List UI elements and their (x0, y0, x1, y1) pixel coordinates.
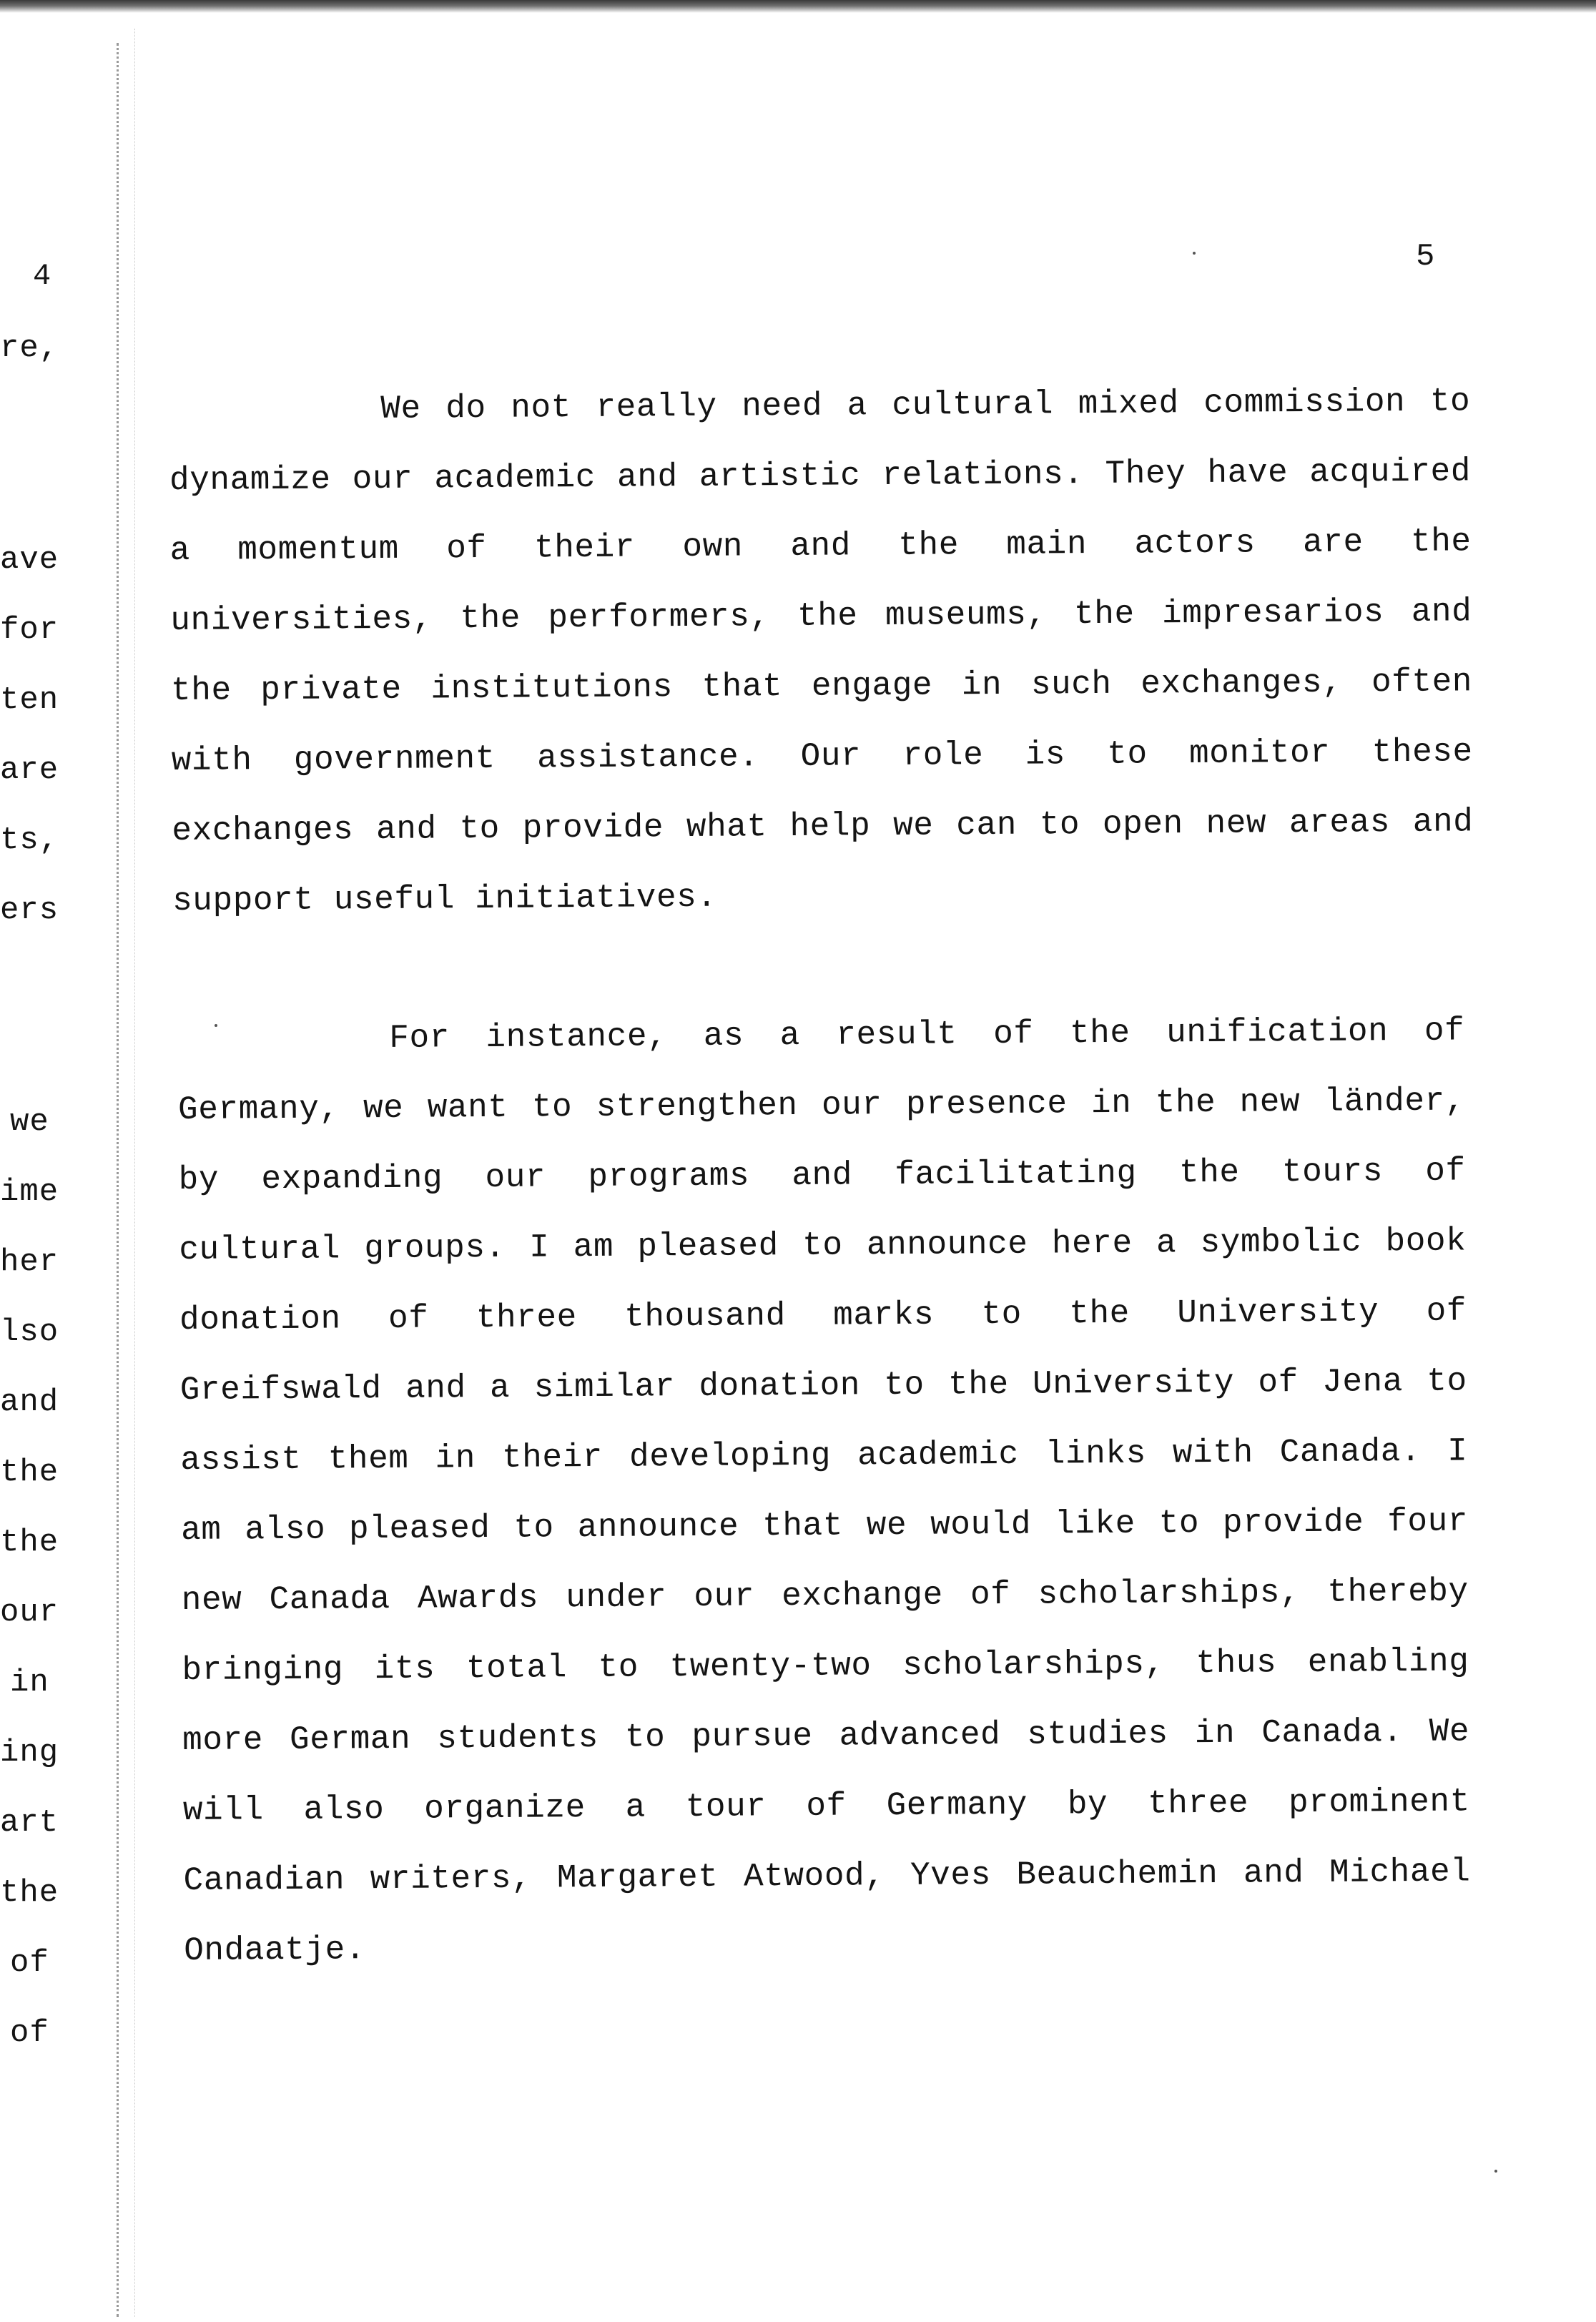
page-number: 5 (1416, 239, 1435, 275)
previous-page-line: re, (0, 330, 59, 366)
previous-page-line: ers (0, 892, 59, 928)
previous-page-line: ten (0, 682, 59, 718)
previous-page-line: the (0, 1875, 59, 1911)
previous-page-number: 4 (33, 259, 51, 293)
previous-page-line: her (0, 1244, 59, 1280)
scan-speck (1494, 2170, 1497, 2173)
previous-page-line: ave (0, 542, 59, 578)
previous-page-line: of (10, 2015, 49, 2051)
previous-page-line: for (0, 612, 59, 648)
previous-page-fragment (0, 0, 64, 2322)
previous-page-line: ts, (0, 822, 59, 858)
previous-page-line: ing (0, 1735, 59, 1771)
previous-page-line: of (10, 1945, 49, 1981)
previous-page-line: art (0, 1805, 59, 1841)
previous-page-line: we (10, 1104, 49, 1140)
scan-speck (1193, 252, 1196, 255)
previous-page-line: our (0, 1595, 59, 1630)
previous-page-line: lso (0, 1314, 59, 1350)
previous-page-line: in (10, 1665, 49, 1701)
scan-edge-shadow (0, 0, 1596, 13)
scan-speck (215, 1024, 217, 1027)
previous-page-line: the (0, 1455, 59, 1490)
paragraph-cultural-commission: We do not really need a cultural mixed commission to dynamize our academic and artistic relations. They have acquired a momentum of their own and the main actors are the universities, the performers, the museums, the impresarios and the private institutions that engage in such exchanges, often with government assistance. Our role is to monitor these exchanges and to provide what help we can to open new areas and support useful initiatives. (169, 383, 1474, 920)
page-fold-line-secondary (134, 29, 135, 2317)
previous-page-line: the (0, 1525, 59, 1560)
previous-page-line: and (0, 1384, 59, 1420)
previous-page-line: ime (0, 1174, 59, 1210)
paragraph-germany-unification: For instance, as a result of the unification of Germany, we want to strengthen our presence in the new länder, by expanding our programs and facilitating the tours of cultural groups. I am pleased to announce here a symbolic book donation of three thousand marks to the University of Greifswald and a similar donation to the University of Jena to assist them in their developing academic links with Canada. I am also pleased to announce that we would like to provide four new Canada Awards under our exchange of scholarships, thereby bringing its total to twenty-two scholarships, thus enabling more German students to pursue advanced studies in Canada. We will also organize a tour of Germany by three prominent Canadian writers, Margaret Atwood, Yves Beauchemin and Michael Ondaatje. (177, 1012, 1471, 1969)
previous-page-line: are (0, 752, 59, 788)
page-fold-line (117, 43, 119, 2317)
